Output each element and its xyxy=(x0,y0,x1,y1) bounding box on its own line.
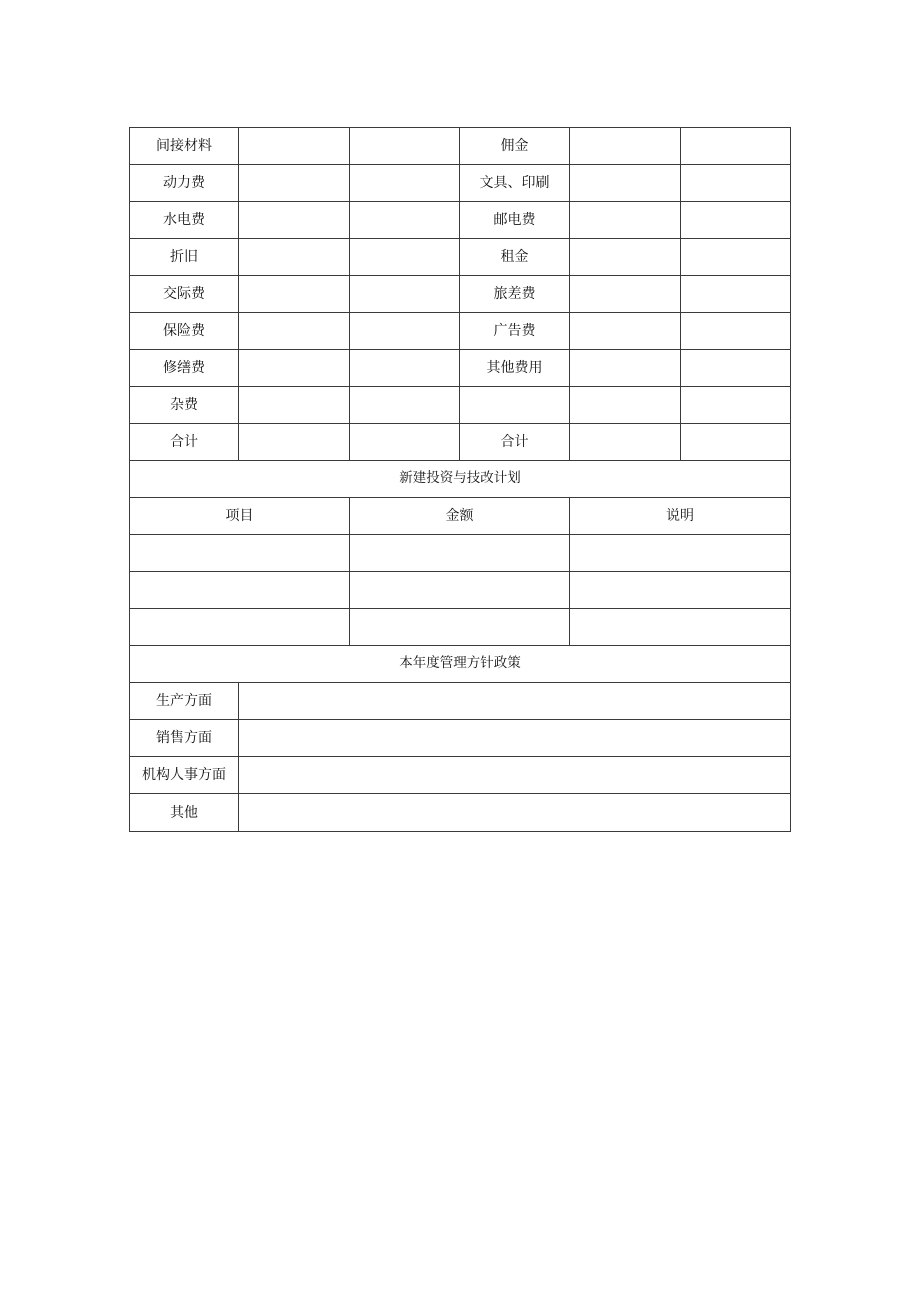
investment-note-cell[interactable] xyxy=(570,609,791,646)
policy-content-cell[interactable] xyxy=(239,720,791,757)
expense-value-cell[interactable] xyxy=(239,165,350,202)
expense-value-cell[interactable] xyxy=(239,350,350,387)
investment-item-cell[interactable] xyxy=(130,535,350,572)
investment-item-cell[interactable] xyxy=(130,609,350,646)
expense-row xyxy=(130,350,791,387)
expense-row xyxy=(130,387,791,424)
expense-value-cell[interactable] xyxy=(239,424,350,461)
expense-value-cell[interactable] xyxy=(681,165,791,202)
expense-total-label-right: 合计 xyxy=(460,424,570,461)
plan-form-table xyxy=(129,127,791,832)
investment-title-row xyxy=(130,461,791,498)
expense-label-left: 保险费 xyxy=(130,313,239,350)
expense-value-cell[interactable] xyxy=(681,350,791,387)
expense-value-cell[interactable] xyxy=(350,128,460,165)
policy-content-cell[interactable] xyxy=(239,757,791,794)
investment-section-title: 新建投资与技改计划 xyxy=(130,461,791,498)
expense-label-right: 其他费用 xyxy=(460,350,570,387)
expense-label-left: 交际费 xyxy=(130,276,239,313)
policy-label: 机构人事方面 xyxy=(130,757,239,794)
expense-value-cell[interactable] xyxy=(350,350,460,387)
policy-content-cell[interactable] xyxy=(239,683,791,720)
policy-row xyxy=(130,720,791,757)
policy-label: 其他 xyxy=(130,794,239,832)
expense-value-cell[interactable] xyxy=(350,202,460,239)
expense-label-right xyxy=(460,387,570,424)
expense-row xyxy=(130,202,791,239)
investment-note-cell[interactable] xyxy=(570,535,791,572)
expense-label-left: 折旧 xyxy=(130,239,239,276)
investment-header-note: 说明 xyxy=(570,498,791,535)
investment-row xyxy=(130,572,791,609)
investment-header-amount: 金额 xyxy=(350,498,570,535)
policy-row xyxy=(130,757,791,794)
expense-value-cell[interactable] xyxy=(570,276,681,313)
expense-label-right: 租金 xyxy=(460,239,570,276)
expense-label-left: 间接材料 xyxy=(130,128,239,165)
expense-label-right: 佣金 xyxy=(460,128,570,165)
policy-section-title: 本年度管理方针政策 xyxy=(130,646,791,683)
expense-value-cell[interactable] xyxy=(681,276,791,313)
expense-label-right: 邮电费 xyxy=(460,202,570,239)
expense-label-left: 修缮费 xyxy=(130,350,239,387)
expense-value-cell[interactable] xyxy=(570,128,681,165)
expense-total-label-left: 合计 xyxy=(130,424,239,461)
expense-value-cell[interactable] xyxy=(350,387,460,424)
expense-value-cell[interactable] xyxy=(681,424,791,461)
expense-value-cell[interactable] xyxy=(681,239,791,276)
expense-row xyxy=(130,313,791,350)
expense-value-cell[interactable] xyxy=(239,202,350,239)
expense-value-cell[interactable] xyxy=(681,202,791,239)
investment-amount-cell[interactable] xyxy=(350,535,570,572)
expense-row xyxy=(130,165,791,202)
policy-title-row xyxy=(130,646,791,683)
expense-label-left: 水电费 xyxy=(130,202,239,239)
policy-label: 销售方面 xyxy=(130,720,239,757)
expense-value-cell[interactable] xyxy=(570,387,681,424)
investment-amount-cell[interactable] xyxy=(350,609,570,646)
investment-note-cell[interactable] xyxy=(570,572,791,609)
expense-row xyxy=(130,276,791,313)
expense-label-left: 杂费 xyxy=(130,387,239,424)
expense-value-cell[interactable] xyxy=(239,313,350,350)
expense-value-cell[interactable] xyxy=(681,313,791,350)
expense-value-cell[interactable] xyxy=(570,313,681,350)
expense-value-cell[interactable] xyxy=(350,313,460,350)
expense-value-cell[interactable] xyxy=(239,387,350,424)
investment-item-cell[interactable] xyxy=(130,572,350,609)
expense-value-cell[interactable] xyxy=(570,424,681,461)
policy-row xyxy=(130,683,791,720)
expense-value-cell[interactable] xyxy=(681,128,791,165)
expense-label-right: 文具、印刷 xyxy=(460,165,570,202)
expense-value-cell[interactable] xyxy=(681,387,791,424)
expense-row xyxy=(130,128,791,165)
expense-value-cell[interactable] xyxy=(239,128,350,165)
expense-value-cell[interactable] xyxy=(239,276,350,313)
investment-amount-cell[interactable] xyxy=(350,572,570,609)
expense-value-cell[interactable] xyxy=(239,239,350,276)
expense-value-cell[interactable] xyxy=(350,276,460,313)
policy-content-cell[interactable] xyxy=(239,794,791,832)
expense-label-left: 动力费 xyxy=(130,165,239,202)
expense-label-right: 旅差费 xyxy=(460,276,570,313)
expense-value-cell[interactable] xyxy=(570,202,681,239)
expense-row xyxy=(130,239,791,276)
expense-value-cell[interactable] xyxy=(350,239,460,276)
investment-row xyxy=(130,535,791,572)
investment-row xyxy=(130,609,791,646)
expense-total-row xyxy=(130,424,791,461)
expense-value-cell[interactable] xyxy=(570,350,681,387)
policy-row xyxy=(130,794,791,832)
expense-value-cell[interactable] xyxy=(570,165,681,202)
expense-value-cell[interactable] xyxy=(570,239,681,276)
expense-label-right: 广告费 xyxy=(460,313,570,350)
policy-label: 生产方面 xyxy=(130,683,239,720)
investment-header-row xyxy=(130,498,791,535)
expense-value-cell[interactable] xyxy=(350,424,460,461)
investment-header-item: 项目 xyxy=(130,498,350,535)
expense-value-cell[interactable] xyxy=(350,165,460,202)
